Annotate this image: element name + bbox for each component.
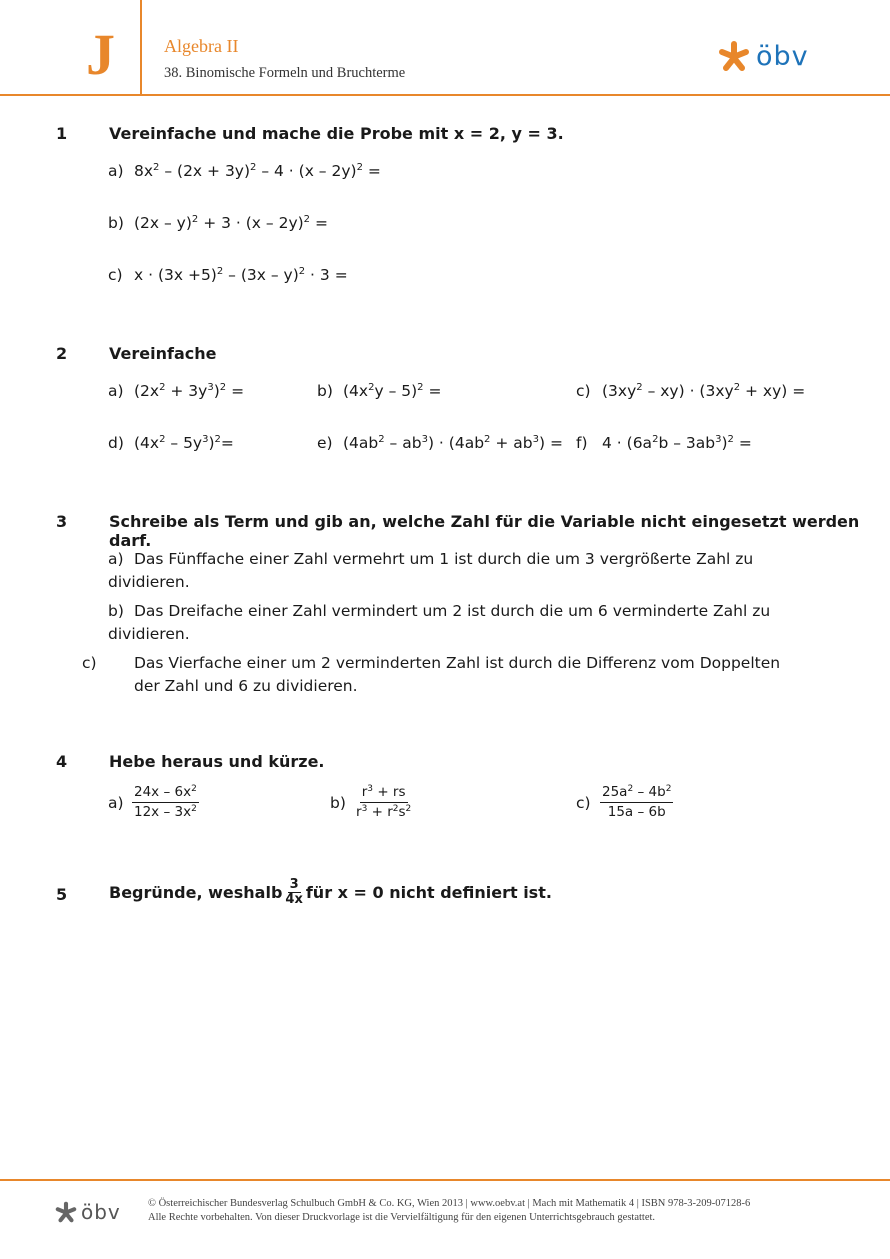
item-label: c) <box>576 382 591 400</box>
task-2-item-b <box>317 382 441 400</box>
task-2-item-f <box>576 434 752 452</box>
task-2-item-c <box>576 382 805 400</box>
task-5-heading <box>109 878 552 907</box>
publisher-logo-text: öbv <box>756 40 809 72</box>
task-2-item-d <box>108 434 234 452</box>
item-label: b) <box>108 602 124 620</box>
item-label: a) <box>108 382 124 400</box>
task-3-item-b <box>108 600 808 646</box>
task-3-heading: Schreibe als Term und gib an, welche Zahl für die Variable nicht eingesetzt werden darf. <box>109 512 860 550</box>
item-expression: $(4x^2y - 5)^2$ = <box>343 382 442 400</box>
fraction-numerator: $24x - 6x^2$ <box>132 784 199 803</box>
task-2-item-e <box>317 434 563 452</box>
item-label: c) <box>576 793 591 812</box>
item-label: c) <box>108 266 123 284</box>
oebv-star-icon <box>55 1201 77 1223</box>
task-5-heading-before: Begründe, weshalb <box>109 883 283 902</box>
footer-logo-text: öbv <box>81 1200 121 1224</box>
footer-logo <box>55 1200 121 1224</box>
item-label: b) <box>330 793 346 812</box>
fraction-numerator: $25a^2 - 4b^2$ <box>600 784 673 803</box>
task-5-number: 5 <box>56 885 68 904</box>
copyright-notice <box>148 1197 750 1225</box>
item-label: e) <box>317 434 333 452</box>
task-4-item-a <box>108 784 199 821</box>
fraction <box>600 784 673 821</box>
publisher-logo <box>718 40 809 72</box>
footer-divider <box>0 1179 890 1181</box>
fraction-denominator: $12x - 3x^2$ <box>134 804 197 820</box>
header-divider-vertical <box>140 0 142 95</box>
task-4-number: 4 <box>56 752 68 771</box>
task-2-item-a <box>108 382 244 400</box>
item-label: c) <box>82 654 97 672</box>
item-label: b) <box>317 382 333 400</box>
fraction-numerator: 3 <box>289 877 299 892</box>
task-1-number: 1 <box>56 124 68 143</box>
task-5-heading-after: für x = 0 nicht definiert ist. <box>305 883 552 902</box>
task-2-heading: Vereinfache <box>109 344 217 363</box>
task-4-heading: Hebe heraus und kürze. <box>109 752 325 771</box>
task-1-item-b <box>108 214 328 232</box>
page-subtitle: 38. Binomische Formeln und Bruchterme <box>164 65 406 81</box>
chapter-letter: J <box>86 22 115 87</box>
item-label: f) <box>576 434 588 452</box>
item-expression: $(2x^2 + 3y^3)^2$ = <box>134 382 245 400</box>
item-text: Das Dreifache einer Zahl vermindert um 2 ist durch die um 6 verminderte Zahl zu dividieren. <box>108 602 771 643</box>
header-divider-horizontal <box>0 94 890 96</box>
item-text: Das Vierfache einer um 2 verminderten Zahl ist durch die Differenz vom Doppelten der Zahl und 6 zu dividieren. <box>134 654 781 695</box>
fraction <box>132 784 199 821</box>
task-4-item-b <box>330 784 413 821</box>
task-1-heading: Vereinfache und mache die Probe mit x = 2, y = 3. <box>109 124 564 143</box>
copyright-line-2: Alle Rechte vorbehalten. Von dieser Druckvorlage ist die Vervielfältigung für den eigenen Unterrichtsgebrauch gestattet. <box>148 1212 656 1223</box>
item-expression: $8x^2 - (2x + 3y)^2 - 4 \cdot (x - 2y)^2$ = <box>134 162 381 180</box>
item-expression: $(4x^2 - 5y^3)^2=$ <box>134 434 234 452</box>
item-expression: (2x – y)$^2$ + 3 · (x – 2y)$^2$ = <box>134 214 328 232</box>
task-3-item-a <box>108 548 808 594</box>
fraction-denominator: $r^3 + r^2s^2$ <box>356 804 412 820</box>
fraction-denominator: 15a – 6b <box>607 804 666 820</box>
oebv-star-icon <box>718 40 750 72</box>
fraction-numerator: $r^3$ + rs <box>360 784 408 803</box>
task-3-item-c <box>82 652 808 698</box>
task-2-number: 2 <box>56 344 68 363</box>
item-label: a) <box>108 793 124 812</box>
task-1-item-a <box>108 162 381 180</box>
item-label: d) <box>108 434 124 452</box>
fraction <box>354 784 413 821</box>
item-expression: $4 \cdot (6a^2b - 3ab^3)^2$ = <box>602 434 752 452</box>
item-expression: $x \cdot (3x +5)^2 - (3x - y)^2 \cdot 3$ = <box>134 266 348 284</box>
task-4-item-c <box>576 784 673 821</box>
fraction <box>285 878 302 907</box>
item-expression: $(4ab^2 - ab^3) \cdot (4ab^2 + ab^3)$ = <box>343 434 563 452</box>
item-label: a) <box>108 550 124 568</box>
page-title: Algebra II <box>164 36 239 56</box>
item-expression: $(3xy^2 - xy) \cdot (3xy^2 + xy)$ = <box>602 382 806 400</box>
copyright-line-1: © Österreichischer Bundesverlag Schulbuch GmbH & Co. KG, Wien 2013 | www.oebv.at | Mach mit Mathematik 4 | ISBN 978-3-209-07128-6 <box>148 1198 751 1209</box>
item-text: Das Fünffache einer Zahl vermehrt um 1 ist durch die um 3 vergrößerte Zahl zu dividieren. <box>108 550 754 591</box>
item-label: a) <box>108 162 124 180</box>
task-1-item-c <box>108 266 348 284</box>
item-label: b) <box>108 214 124 232</box>
task-3-number: 3 <box>56 512 68 531</box>
fraction-denominator: 4x <box>285 892 303 907</box>
